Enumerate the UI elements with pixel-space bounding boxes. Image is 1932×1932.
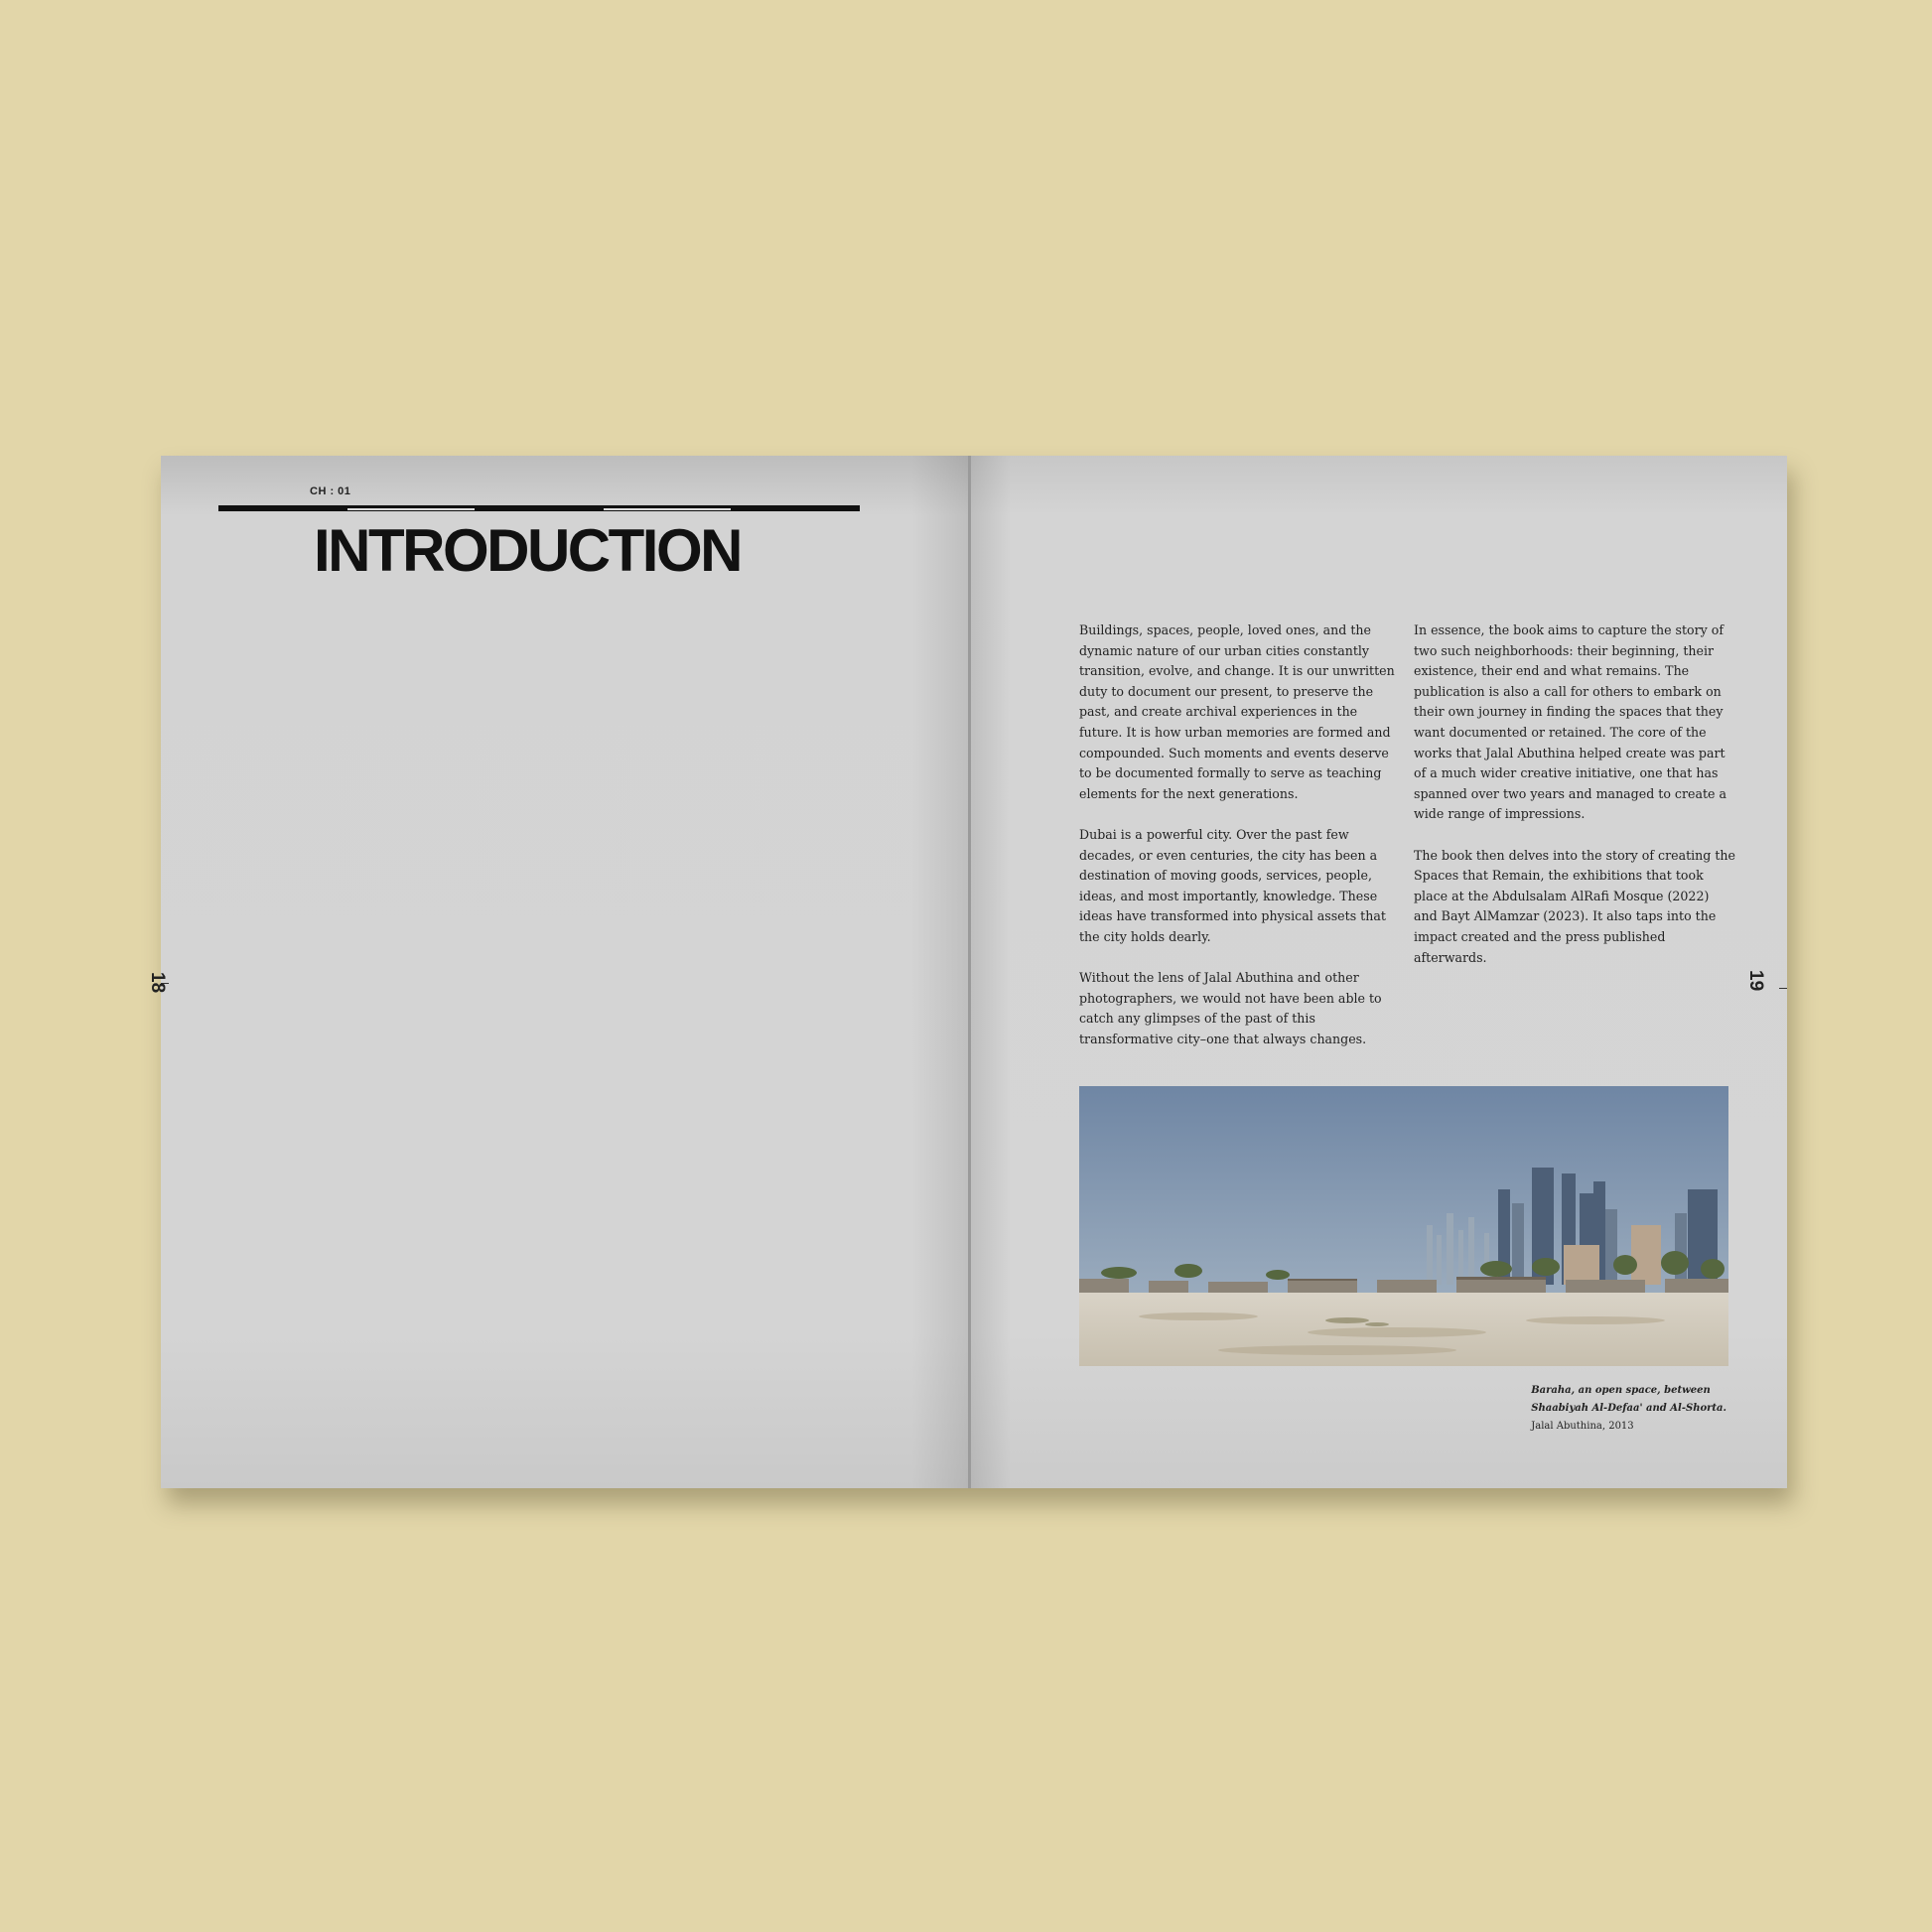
page-number-right: 19: [1745, 970, 1766, 992]
city-skyline-photo: [1079, 1086, 1728, 1366]
rule-highlight: [604, 508, 731, 510]
text-column-2: [1414, 621, 1736, 989]
paragraph: Without the lens of Jalal Abuthina and other photographers, we would not have been able to catch any glimpses of the past of this transformative city–one that always changes.: [1079, 970, 1382, 1046]
paragraph: The book then delves into the story of creating the Spaces that Remain, the exhibitions that took place at the Abdulsalam AlRafi Mosque (2022) and Bayt AlMamzar (2023). It also taps into the impact created and the press published afterwards.: [1414, 847, 1735, 965]
book-spread: [147, 456, 1787, 1488]
left-page: [147, 456, 971, 1488]
chapter-rule: [218, 505, 860, 511]
page-number-left: 18: [147, 972, 168, 994]
chapter-title: INTRODUCTION: [314, 517, 741, 584]
caption-line: Shaabiyah Al-Defaa' and Al-Shorta.: [1531, 1403, 1726, 1414]
text-column-1: [1079, 621, 1402, 1070]
paragraph: Dubai is a powerful city. Over the past few decades, or even centuries, the city has been a destination of moving goods, services, people, ideas, and most importantly, knowledge. These ideas have transformed into physical assets that the city holds dearly.: [1079, 826, 1386, 944]
caption-line: Baraha, an open space, between: [1531, 1385, 1711, 1396]
paragraph: In essence, the book aims to capture the story of two such neighborhoods: their beginning, their existence, their end and what remains. The publication is also a call for others to embark on their own journey in finding the spaces that they want documented or retained. The core of the works that Jalal Abuthina helped create was part of a much wider creative initiative, one that has spanned over two years and managed to create a wide range of impressions.: [1414, 622, 1726, 822]
caption-credit: Jalal Abuthina, 2013: [1531, 1421, 1634, 1432]
photo-caption: [1531, 1382, 1726, 1436]
rule-highlight: [347, 508, 475, 510]
paragraph: Buildings, spaces, people, loved ones, and the dynamic nature of our urban cities constantly transition, evolve, and change. It is our unwritten duty to document our present, to preserve the past, and create archival experiences in the future. It is how urban memories are formed and compounded. Such moments and events deserve to be documented formally to serve as teaching elements for the next generations.: [1079, 622, 1395, 801]
page-number-tick: [1779, 988, 1787, 989]
chapter-label: CH : 01: [310, 485, 351, 497]
photo-illustration: [1079, 1086, 1728, 1366]
right-page: [971, 456, 1787, 1488]
